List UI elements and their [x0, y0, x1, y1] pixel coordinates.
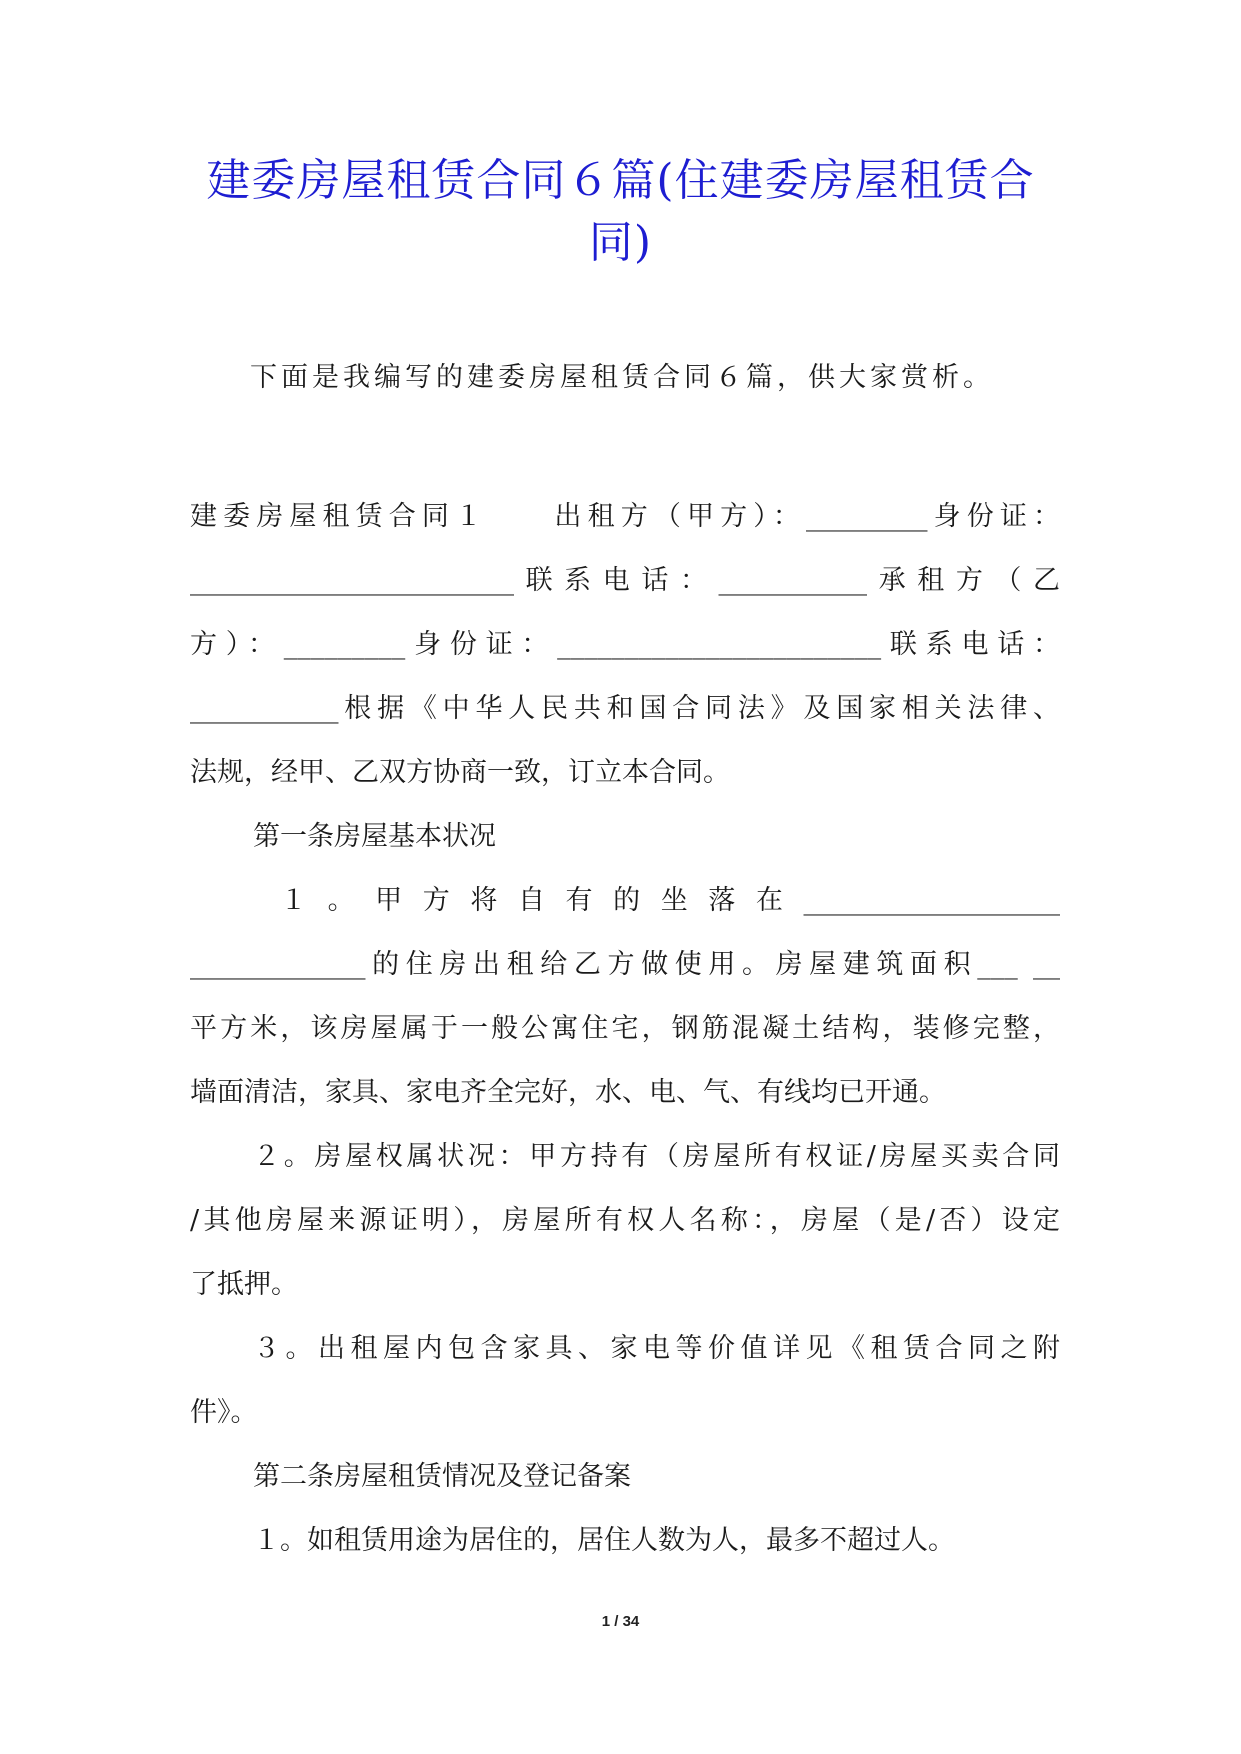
page-number: 1 / 34: [601, 1613, 640, 1630]
body-line: /其他房屋来源证明），房屋所有权人名称：，房屋（是/否）设定: [190, 1205, 1060, 1236]
section-heading: 第一条房屋基本状况: [253, 821, 496, 852]
section-heading: 第二条房屋租赁情况及登记备案: [253, 1461, 631, 1492]
body-line: １。如租赁用途为居住的，居住人数为人，最多不超过人。: [253, 1525, 955, 1556]
document-title: [150, 150, 1091, 274]
body-line: 方）：_________身份证：________________________联系电话：: [190, 629, 1060, 660]
body-line: ___________根据《中华人民共和国合同法》及国家相关法律、: [190, 693, 1060, 724]
body-line: 件》。: [190, 1397, 258, 1428]
body-line: 墙面清洁，家具、家电齐全完好，水、电、气、有线均已开通。: [190, 1077, 946, 1108]
title-line-1: 建委房屋租赁合同６篇(住建委房屋租赁合: [206, 155, 1035, 206]
title-line-2: 同): [588, 217, 653, 268]
contract-body: [190, 485, 1060, 1573]
body-line: 了抵押。: [190, 1269, 298, 1300]
body-line: 建委房屋租赁合同１ 出租方（甲方）：_________身份证：: [190, 501, 1060, 532]
intro-paragraph: 下面是我编写的建委房屋租赁合同６篇，供大家赏析。: [250, 362, 994, 393]
body-line: _____________的住房出租给乙方做使用。房屋建筑面积___ __: [190, 949, 1060, 980]
body-line: 平方米，该房屋属于一般公寓住宅，钢筋混凝土结构，装修完整，: [190, 1013, 1060, 1044]
body-line: ________________________联系电话：___________承租方（乙: [190, 565, 1060, 596]
body-line: ３。出租屋内包含家具、家电等价值详见《租赁合同之附: [253, 1333, 1060, 1364]
body-line: ２。房屋权属状况：甲方持有（房屋所有权证/房屋买卖合同: [253, 1141, 1060, 1172]
body-line: 法规，经甲、乙双方协商一致，订立本合同。: [190, 757, 730, 788]
body-line: １。甲方将自有的坐落在___________________: [280, 885, 1060, 916]
